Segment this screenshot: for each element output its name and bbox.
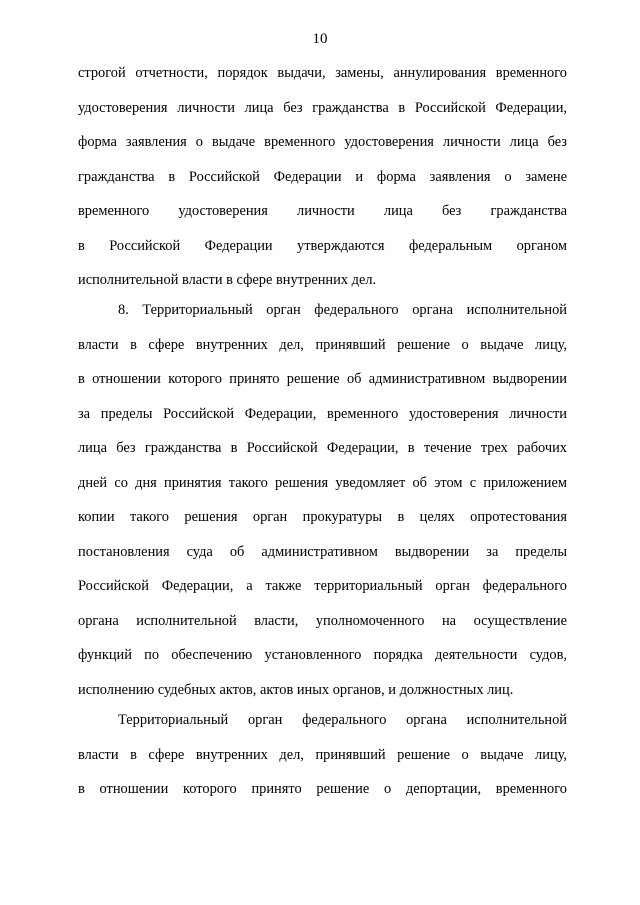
- text-line: форма заявления о выдаче временного удостоверения личности лица без: [78, 134, 567, 150]
- text-line: в отношении которого принято решение о депортации, временного: [78, 781, 567, 797]
- text-line: копии такого решения орган прокуратуры в целях опротестования: [78, 509, 567, 525]
- text-line: 8. Территориальный орган федерального органа исполнительной: [118, 302, 567, 318]
- text-line: удостоверения личности лица без гражданства в Российской Федерации,: [78, 99, 567, 116]
- paragraph-3: [78, 711, 567, 815]
- text-line: строгой отчетности, порядок выдачи, замены, аннулирования временного: [78, 65, 567, 81]
- text-line: власти в сфере внутренних дел, принявший решение о выдаче лицу,: [78, 746, 567, 763]
- text-line: функций по обеспечению установленного порядка деятельности судов,: [78, 647, 567, 663]
- text-line: за пределы Российской Федерации, временного удостоверения личности: [78, 405, 567, 422]
- text-line: дней со дня принятия такого решения уведомляет об этом с приложением: [78, 474, 567, 491]
- text-line: власти в сфере внутренних дел, принявший решение о выдаче лицу,: [78, 336, 567, 353]
- text-line: исполнительной власти в сфере внутренних дел.: [78, 272, 377, 288]
- text-line: исполнению судебных актов, актов иных органов, и должностных лиц.: [78, 681, 514, 698]
- text-line: органа исполнительной власти, уполномоченного на осуществление: [78, 612, 567, 629]
- text-line: в отношении которого принято решение об административном выдворении: [78, 371, 567, 387]
- text-line: Территориальный орган федерального органа исполнительной: [118, 712, 567, 728]
- text-line: лица без гражданства в Российской Федерации, в течение трех рабочих: [78, 440, 567, 456]
- page-number: 10: [312, 31, 328, 47]
- text-line: Российской Федерации, а также территориальный орган федерального: [78, 578, 567, 594]
- text-line: гражданства в Российской Федерации и форма заявления о замене: [78, 168, 567, 185]
- paragraph-1: [78, 64, 567, 306]
- text-line: постановления суда об административном выдворении за пределы: [78, 543, 567, 560]
- text-line: временного удостоверения личности лица без гражданства: [78, 203, 567, 219]
- paragraph-2: [78, 301, 567, 715]
- text-line: в Российской Федерации утверждаются федеральным органом: [78, 237, 567, 254]
